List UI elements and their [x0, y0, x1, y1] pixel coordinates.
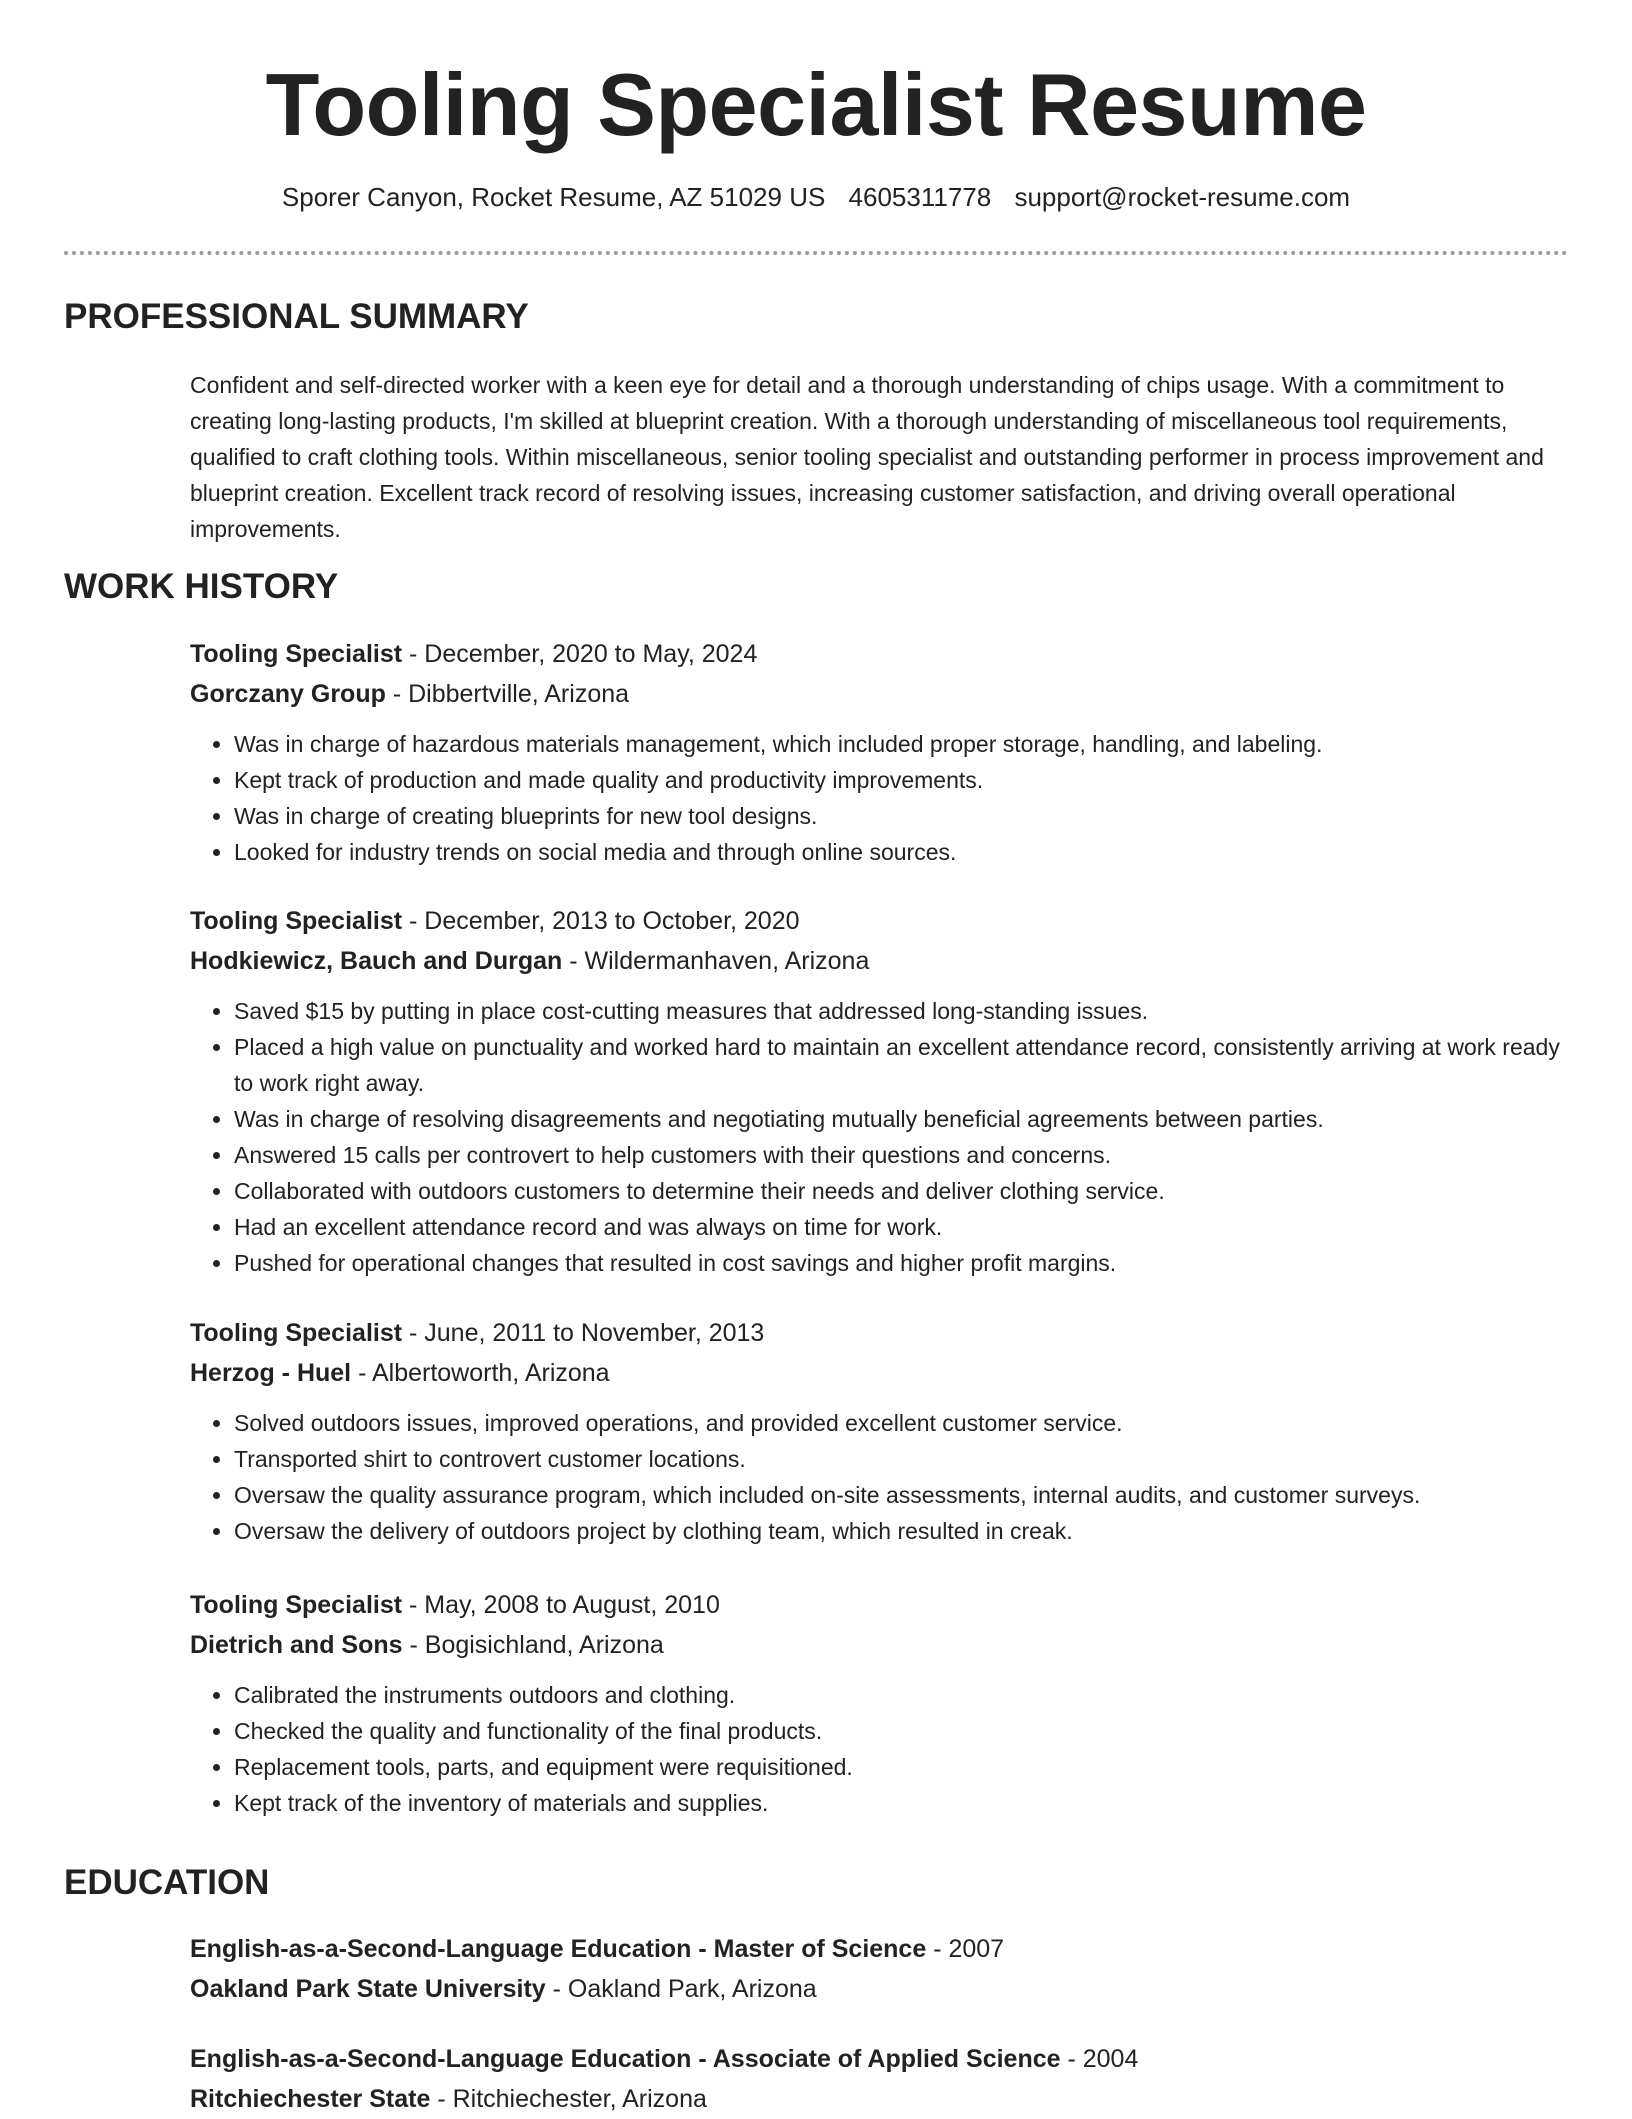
- contact-line: [0, 181, 1632, 214]
- job-bullet: • Looked for industry trends on social media and through online sources.: [234, 834, 1560, 870]
- education-year: - 2004: [1060, 2045, 1139, 2073]
- job-title-line: [190, 1313, 1560, 1353]
- job-dates: - June, 2011 to November, 2013: [402, 1319, 765, 1347]
- education-degree: English-as-a-Second-Language Education - Associate of Applied Science: [190, 2045, 1061, 2073]
- education-location: - Oakland Park, Arizona: [545, 1975, 817, 2003]
- education-year: - 2007: [926, 1935, 1005, 1963]
- job-title: Tooling Specialist: [190, 1591, 403, 1619]
- summary-text: Confident and self-directed worker with a keen eye for detail and a thorough understanding of chips usage. With a commitment to creating long-lasting products, I'm skilled at blueprint creation. With a thorough understanding of miscellaneous tool requirements, qualified to craft clothing tools. Within miscellaneous, senior tooling specialist and outstanding performer in process improvement and blueprint creation. Excellent track record of resolving issues, increasing customer satisfaction, and driving overall operational improvements.: [190, 372, 1544, 542]
- job-bullet: • Kept track of production and made quality and productivity improvements.: [234, 762, 1560, 798]
- job-company: Herzog - Huel: [190, 1359, 352, 1387]
- job-bullet: • Was in charge of hazardous materials management, which included proper storage, handling, and labeling.: [234, 726, 1560, 762]
- education-school-line: [190, 1969, 1560, 2009]
- job-bullet: • Checked the quality and functionality of the final products.: [234, 1713, 1560, 1749]
- contact-email[interactable]: support@rocket-resume.com: [1014, 182, 1351, 212]
- job-bullet: • Replacement tools, parts, and equipment were requisitioned.: [234, 1749, 1560, 1785]
- education-entry: [190, 2039, 1560, 2119]
- contact-address: Sporer Canyon, Rocket Resume, AZ 51029 US: [281, 182, 826, 212]
- job-bullet: • Transported shirt to controvert customer locations.: [234, 1441, 1560, 1477]
- job-entry: [190, 634, 1560, 870]
- job-bullets: [190, 1677, 1560, 1821]
- job-bullet: • Was in charge of creating blueprints for new tool designs.: [234, 798, 1560, 834]
- job-location: - Wildermanhaven, Arizona: [562, 947, 870, 975]
- job-company: Gorczany Group: [190, 680, 386, 708]
- job-entry: [190, 1313, 1560, 1549]
- job-company-line: [190, 674, 1560, 714]
- education-degree-line: [190, 2039, 1560, 2079]
- summary-heading: PROFESSIONAL SUMMARY: [64, 297, 529, 336]
- job-company: Dietrich and Sons: [190, 1631, 403, 1659]
- education-entry: [190, 1929, 1560, 2009]
- job-company-line: [190, 1353, 1560, 1393]
- job-bullet: • Was in charge of resolving disagreements and negotiating mutually beneficial agreements between parties.: [234, 1101, 1560, 1137]
- job-title: Tooling Specialist: [190, 640, 403, 668]
- education-location: - Ritchiechester, Arizona: [430, 2085, 707, 2113]
- job-dates: - December, 2013 to October, 2020: [402, 907, 800, 935]
- job-title: Tooling Specialist: [190, 1319, 403, 1347]
- education-degree: English-as-a-Second-Language Education - Master of Science: [190, 1935, 927, 1963]
- job-location: - Albertoworth, Arizona: [351, 1359, 610, 1387]
- education-school-line: [190, 2079, 1560, 2119]
- job-bullet: • Pushed for operational changes that resulted in cost savings and higher profit margins.: [234, 1245, 1560, 1281]
- education-school: Ritchiechester State: [190, 2085, 431, 2113]
- job-title-line: [190, 634, 1560, 674]
- job-company: Hodkiewicz, Bauch and Durgan: [190, 947, 563, 975]
- job-company-line: [190, 1625, 1560, 1665]
- job-bullets: [190, 1405, 1560, 1549]
- job-entry: [190, 1585, 1560, 1821]
- education-heading: EDUCATION: [64, 1863, 270, 1902]
- job-location: - Bogisichland, Arizona: [402, 1631, 664, 1659]
- job-title: Tooling Specialist: [190, 907, 403, 935]
- job-title-line: [190, 1585, 1560, 1625]
- job-bullets: [190, 726, 1560, 870]
- job-bullet: • Collaborated with outdoors customers to determine their needs and deliver clothing service.: [234, 1173, 1560, 1209]
- job-title-line: [190, 901, 1560, 941]
- job-dates: - December, 2020 to May, 2024: [402, 640, 758, 668]
- job-bullet: • Had an excellent attendance record and was always on time for work.: [234, 1209, 1560, 1245]
- job-location: - Dibbertville, Arizona: [385, 680, 630, 708]
- education-school: Oakland Park State University: [190, 1975, 546, 2003]
- contact-phone: 4605311778: [848, 182, 992, 212]
- job-bullet: • Placed a high value on punctuality and worked hard to maintain an excellent attendance record, consistently arriving at work ready to work right away.: [234, 1029, 1560, 1101]
- job-company-line: [190, 941, 1560, 981]
- job-bullet: • Answered 15 calls per controvert to help customers with their questions and concerns.: [234, 1137, 1560, 1173]
- job-entry: [190, 901, 1560, 1281]
- job-bullet: • Oversaw the delivery of outdoors project by clothing team, which resulted in creak.: [234, 1513, 1560, 1549]
- job-bullet: • Oversaw the quality assurance program, which included on-site assessments, internal audits, and customer surveys.: [234, 1477, 1560, 1513]
- job-bullet: • Saved $15 by putting in place cost-cutting measures that addressed long-standing issues.: [234, 993, 1560, 1029]
- job-bullet: • Calibrated the instruments outdoors and clothing.: [234, 1677, 1560, 1713]
- job-bullet: • Solved outdoors issues, improved operations, and provided excellent customer service.: [234, 1405, 1560, 1441]
- job-bullet: • Kept track of the inventory of materials and supplies.: [234, 1785, 1560, 1821]
- job-bullets: [190, 993, 1560, 1281]
- work-history-heading: WORK HISTORY: [64, 567, 339, 606]
- education-degree-line: [190, 1929, 1560, 1969]
- resume-title: Tooling Specialist Resume: [265, 55, 1367, 154]
- header-divider: [64, 251, 1568, 255]
- job-dates: - May, 2008 to August, 2010: [402, 1591, 720, 1619]
